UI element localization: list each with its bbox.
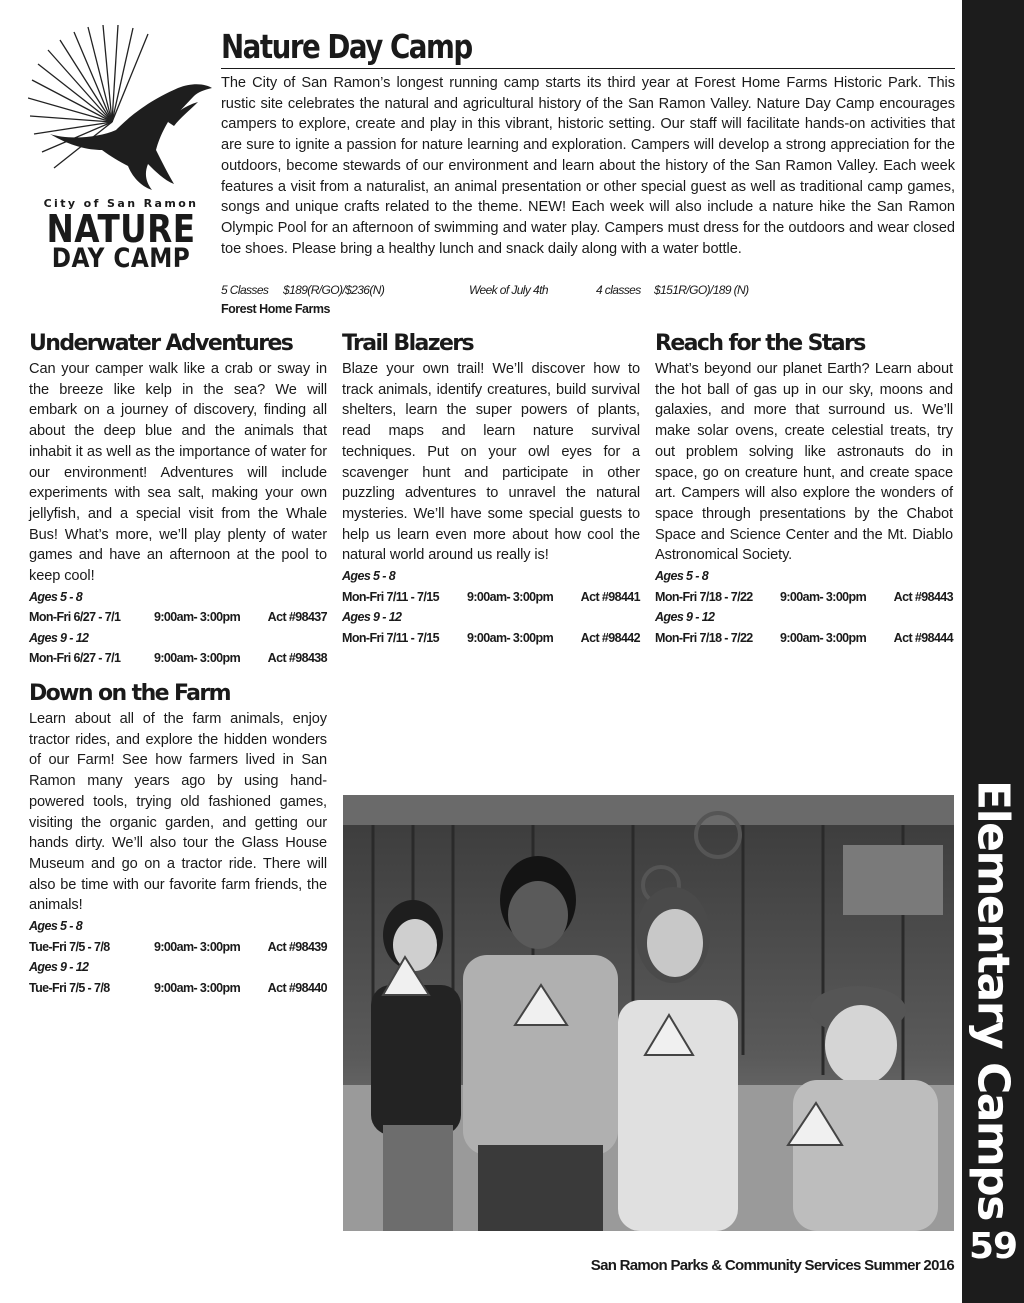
age-group: Ages 9 - 12 [29, 960, 89, 975]
nature-day-camp-logo [28, 22, 214, 282]
schedule-row [655, 587, 953, 608]
page-number: 59 [968, 1226, 1018, 1267]
age-group: Ages 9 - 12 [342, 610, 402, 625]
logo-city-text: City of San Ramon [43, 197, 199, 210]
schedule-time: 9:00am- 3:00pm [780, 630, 867, 645]
location: Forest Home Farms [221, 302, 330, 316]
age-group: Ages 5 - 8 [29, 589, 83, 604]
activity-number: Act #98441 [580, 589, 640, 604]
section-reach-for-the-stars [655, 329, 953, 648]
schedule-time: 9:00am- 3:00pm [467, 589, 554, 604]
schedule-row [29, 978, 327, 999]
side-tab-title: Elementary Camps [967, 780, 1019, 1220]
schedule-dates: Mon-Fri 7/11 - 7/15 [342, 589, 439, 604]
week-note: Week of July 4th [469, 283, 548, 297]
logo-nature-text: NATURE [46, 207, 196, 251]
section-body: Can your camper walk like a crab or sway in the breeze like kelp in the sea? We will embark on a journey of discovery, finding all about the deep blue and the animals that inhabit it as well as the importance of water for our environment! Adventures will include experiments with sea salt, making your own jellyfish, and a special visit from the Whale Bus! What’s more, we’ll play plenty of water games and have an afternoon at the pool to keep cool! [29, 361, 327, 585]
campers-photo [343, 795, 954, 1231]
price: $189(R/GO)/$236(N) [283, 283, 385, 297]
activity-number: Act #98437 [267, 610, 327, 625]
logo-daycamp-text: DAY CAMP [51, 243, 191, 274]
schedule-time: 9:00am- 3:00pm [467, 630, 554, 645]
schedule-time: 9:00am- 3:00pm [154, 980, 241, 995]
schedule-row [655, 628, 953, 649]
schedule-row [29, 648, 327, 669]
campers-photo-image [343, 795, 954, 1231]
pricing-row [221, 283, 955, 301]
activity-number: Act #98438 [267, 651, 327, 666]
class-count-alt: 4 classes [596, 283, 641, 297]
schedule-dates: Mon-Fri 6/27 - 7/1 [29, 610, 121, 625]
schedule-row [342, 587, 640, 608]
intro-paragraph: The City of San Ramon’s longest running camp starts its third year at Forest Home Farms Historic Park. This rustic site celebrates the natural and agricultural history of the San Ramon Valley. Nature Day Camp encourages campers to explore, create and play in this vibrant, historic setting. Our staff will facilitate hands-on activities that are sure to ignite a passion for nature learning and exploration. Campers will develop a strong appreciation for the outdoors, become stewards of our environment and learn about the history of the San Ramon Valley. Each week features a visit from a naturalist, an animal presentation or other special guest as well as traditional camp games, songs and unique crafts related to the theme. NEW! Each week will also include a nature hike the San Ramon Olympic Pool for an afternoon of swimming and water play. Campers must dress for the outdoors and wear closed toe shoes. Please bring a healthy lunch and snack daily along with a water bottle. [221, 75, 955, 257]
section-trail-blazers [342, 329, 640, 648]
age-group: Ages 5 - 8 [29, 919, 83, 934]
schedule-time: 9:00am- 3:00pm [780, 589, 867, 604]
age-group: Ages 5 - 8 [655, 569, 709, 584]
schedule-time: 9:00am- 3:00pm [154, 610, 241, 625]
section-title: Reach for the Stars [655, 331, 865, 356]
schedule-dates: Tue-Fri 7/5 - 7/8 [29, 939, 110, 954]
section-underwater-adventures [29, 329, 327, 669]
schedule-time: 9:00am- 3:00pm [154, 939, 241, 954]
sun-bird-icon [28, 22, 214, 197]
section-body: Blaze your own trail! We’ll discover how to track animals, identify creatures, build survival shelters, learn the super powers of plants, read maps and learn nature survival techniques. Put on your owl eyes for a scavenger hunt and participate in other puzzling adventures to unravel the natural mysteries. We’ll have some special guests to help us learn even more about how cool the natural world around us really is! [342, 361, 640, 564]
schedule-dates: Mon-Fri 6/27 - 7/1 [29, 651, 121, 666]
activity-number: Act #98440 [267, 980, 327, 995]
section-title: Trail Blazers [342, 331, 474, 356]
activity-number: Act #98444 [893, 630, 953, 645]
section-body: What’s beyond our planet Earth? Learn about the hot ball of gas up in our sky, moons and galaxies, and more that surround us. We’ll make solar ovens, create celestial treats, try out problem solving like astronauts do in space, go on creature hunt, and create space art. Campers will also explore the wonders of space through presentations by the Chabot Space and Science Center and the Mt. Diablo Astronomical Society. [655, 361, 953, 564]
activity-number: Act #98442 [580, 630, 640, 645]
schedule-row [29, 607, 327, 628]
schedule-row [29, 937, 327, 958]
schedule-time: 9:00am- 3:00pm [154, 651, 241, 666]
age-group: Ages 5 - 8 [342, 569, 396, 584]
schedule-dates: Mon-Fri 7/18 - 7/22 [655, 589, 753, 604]
activity-number: Act #98443 [893, 589, 953, 604]
section-title: Underwater Adventures [29, 331, 293, 356]
section-body: Learn about all of the farm animals, enjoy tractor rides, and explore the hidden wonders of our Farm! See how farmers lived in San Ramon many years ago by using hand-powered tools, trying old fashioned games, visiting the organic garden, and getting our hands dirty. We’ll also tour the Glass House Museum and go on a tractor ride. There will also be time with our favorite farm friends, the animals! [29, 711, 327, 914]
schedule-dates: Tue-Fri 7/5 - 7/8 [29, 980, 110, 995]
section-down-on-the-farm [29, 679, 327, 998]
schedule-dates: Mon-Fri 7/11 - 7/15 [342, 630, 439, 645]
schedule-dates: Mon-Fri 7/18 - 7/22 [655, 630, 753, 645]
age-group: Ages 9 - 12 [29, 630, 89, 645]
schedule-row [342, 628, 640, 649]
age-group: Ages 9 - 12 [655, 610, 715, 625]
activity-number: Act #98439 [267, 939, 327, 954]
price-alt: $151R/GO)/189 (N) [654, 283, 749, 297]
class-count: 5 Classes [221, 283, 269, 297]
section-title: Down on the Farm [29, 681, 230, 706]
footer-text: San Ramon Parks & Community Services Summer 2016 [590, 1257, 954, 1274]
page-title: Nature Day Camp [221, 26, 955, 69]
